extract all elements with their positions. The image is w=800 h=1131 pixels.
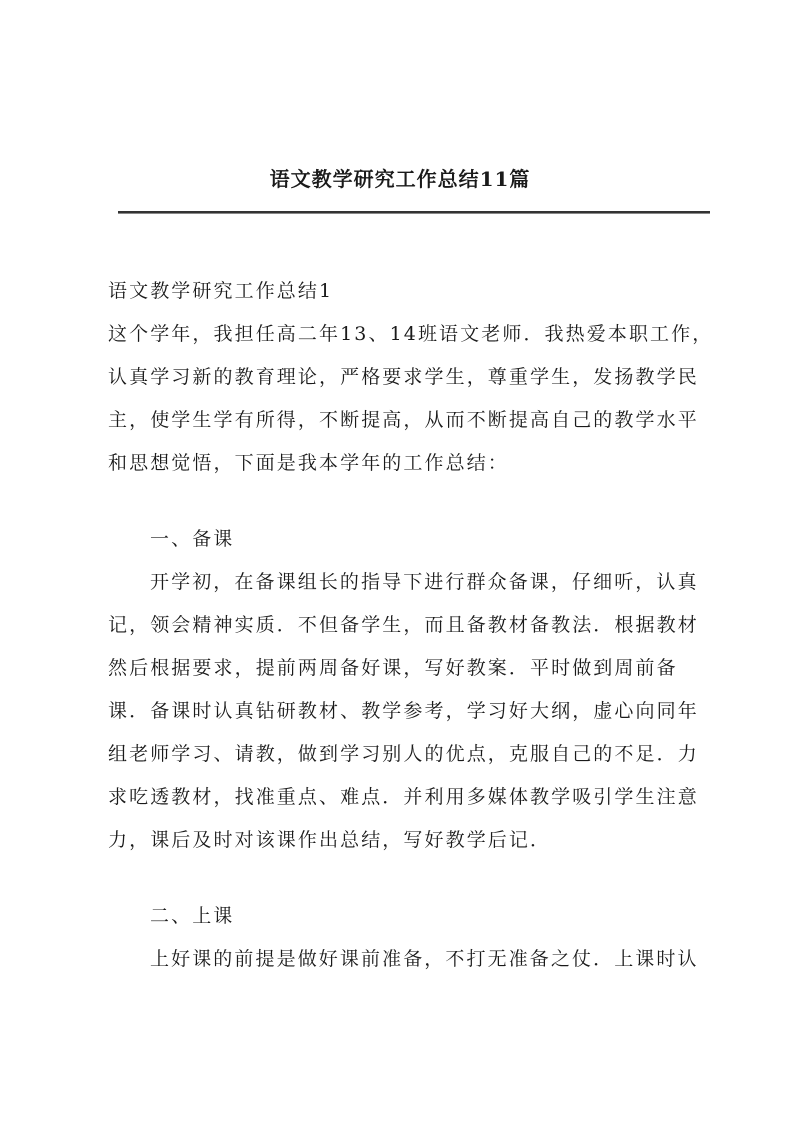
section-1 bbox=[108, 518, 708, 862]
intro-block bbox=[108, 270, 714, 485]
document-title: 语文教学研究工作总结11篇 bbox=[269, 167, 531, 191]
paragraph-line: 主，使学生学有所得，不断提高，从而不断提高自己的教学水平 bbox=[108, 409, 699, 431]
intro-heading: 语文教学研究工作总结1 bbox=[108, 280, 334, 302]
paragraph-line: 课．备课时认真钻研教材、教学参考，学习好大纲，虚心向同年 bbox=[108, 700, 699, 722]
paragraph-line: 这个学年，我担任高二年13、14班语文老师．我热爱本职工作， bbox=[108, 323, 714, 345]
paragraph-line: 组老师学习、请教，做到学习别人的优点，克服自己的不足．力 bbox=[108, 743, 699, 765]
paragraph-line: 记，领会精神实质．不但备学生，而且备教材备教法．根据教材 bbox=[108, 614, 699, 636]
paragraph-line: 开学初，在备课组长的指导下进行群众备课，仔细听，认真 bbox=[150, 571, 699, 593]
section-2-heading: 二、上课 bbox=[150, 905, 235, 927]
paragraph-line: 力，课后及时对该课作出总结，写好教学后记． bbox=[108, 829, 552, 851]
paragraph-line: 然后根据要求，提前两周备好课，写好教案．平时做到周前备 bbox=[108, 657, 678, 679]
paragraph-line: 上好课的前提是做好课前准备，不打无准备之仗．上课时认 bbox=[150, 948, 699, 970]
section-2 bbox=[108, 895, 708, 981]
paragraph-line: 和思想觉悟，下面是我本学年的工作总结： bbox=[108, 452, 509, 474]
paragraph-line: 求吃透教材，找准重点、难点．并利用多媒体教学吸引学生注意 bbox=[108, 786, 699, 808]
section-1-heading: 一、备课 bbox=[150, 528, 235, 550]
title-divider bbox=[118, 211, 710, 214]
paragraph-line: 认真学习新的教育理论，严格要求学生，尊重学生，发扬教学民 bbox=[108, 366, 699, 388]
